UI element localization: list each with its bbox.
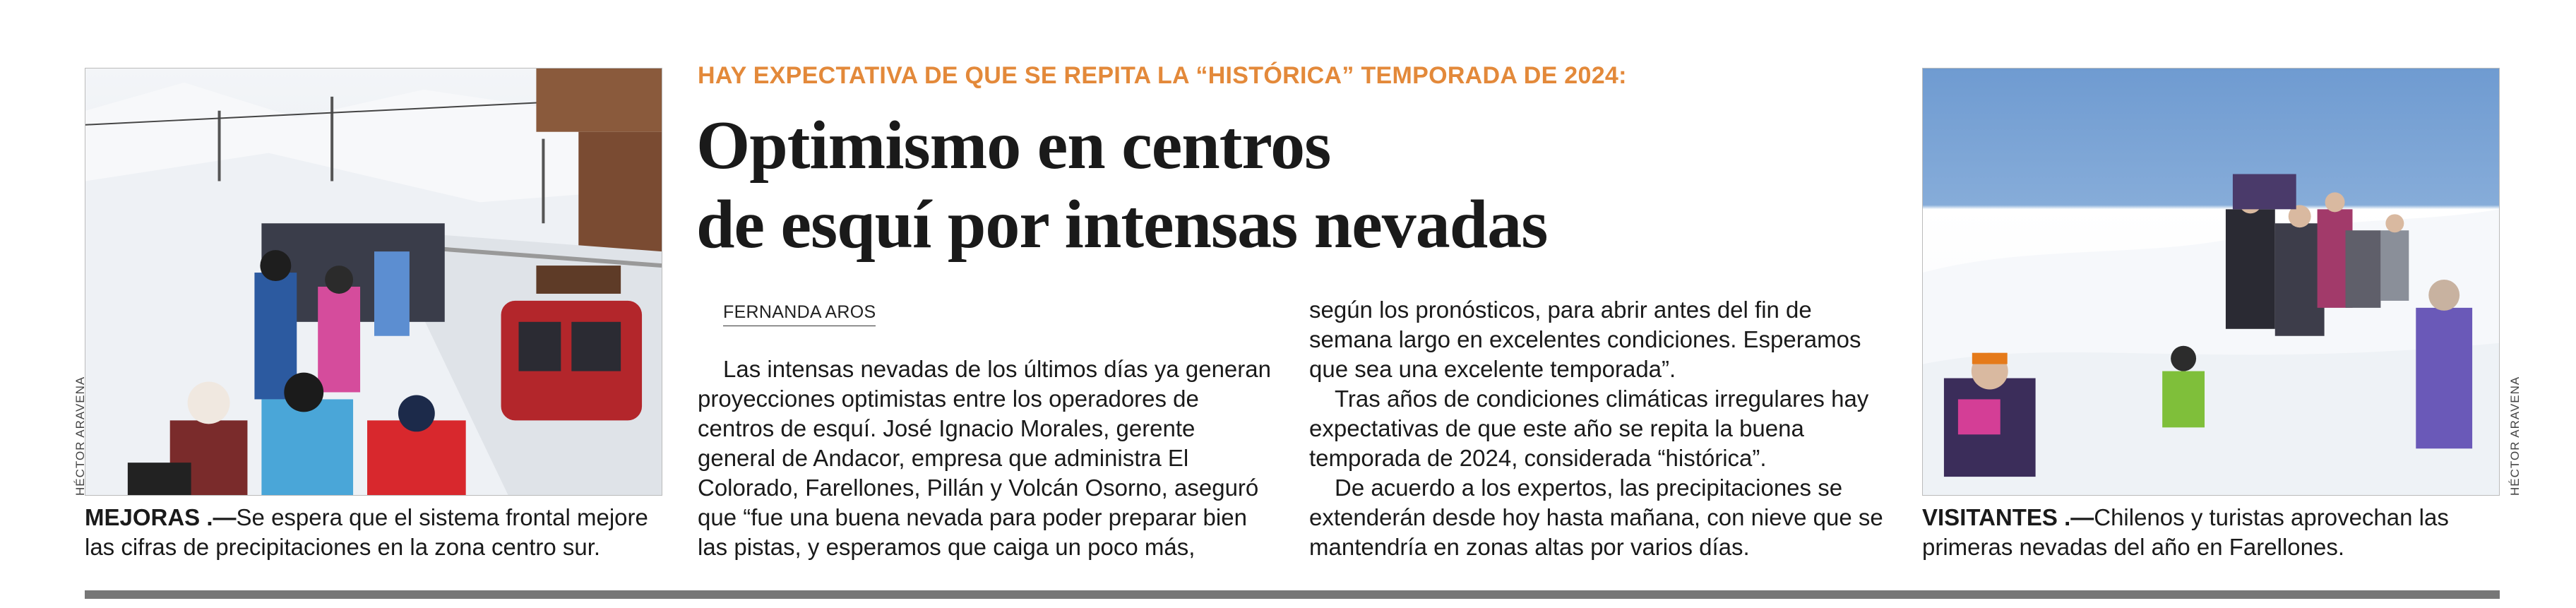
body-paragraph-3: Tras años de condiciones climáticas irregulares hay expectativas de que este año se repita la buena temporada de 2024, considerada “histórica”. — [1309, 386, 1869, 471]
photo-snow-visitors — [1922, 68, 2500, 496]
headline-line-1: Optimismo en centros — [696, 107, 1331, 184]
article-column-2 — [1309, 295, 1888, 562]
headline-line-2: de esquí por intensas nevadas — [696, 186, 1548, 263]
caption-label-right: VISITANTES .— — [1922, 504, 2094, 530]
photo-snow-visitors-illustration — [1923, 68, 2499, 495]
photo-ski-crowd-illustration — [85, 68, 662, 495]
article-byline: FERNANDA AROS — [723, 302, 876, 326]
caption-text-right: Chilenos y turistas aprovechan las primeras nevadas del año en Farellones. — [1922, 504, 2449, 560]
body-paragraph-2: según los pronósticos, para abrir antes del fin de semana largo en excelentes condiciones. Esperamos que sea una excelente temporada”. — [1309, 297, 1861, 382]
photo-caption-right — [1922, 503, 2508, 562]
article-headline — [696, 106, 1685, 264]
caption-text-left: Se espera que el sistema frontal mejore las cifras de precipitaciones en la zona centro sur. — [85, 504, 648, 560]
article-column-1 — [698, 354, 1277, 562]
caption-label-left: MEJORAS .— — [85, 504, 237, 530]
photo-ski-crowd — [85, 68, 662, 496]
body-paragraph-4: De acuerdo a los expertos, las precipitaciones se extenderán desde hoy hasta mañana, con nieve que se mantendría en zonas altas por varios días. — [1309, 475, 1883, 560]
photo-caption-left — [85, 503, 664, 562]
body-paragraph-1: Las intensas nevadas de los últimos días ya generan proyecciones optimistas entre los operadores de centros de esquí. José Ignacio Morales, gerente general de Andacor, empresa que administra El Colorado, Farellones, Pillán y Volcán Osorno, aseguró que “fue una buena nevada para poder preparar bien las pistas, y esperamos que caiga un poco más, — [698, 356, 1271, 560]
article-kicker: HAY EXPECTATIVA DE QUE SE REPITA LA “HISTÓRICA” TEMPORADA DE 2024: — [698, 62, 1627, 89]
photo-credit-left: HÉCTOR ARAVENA — [73, 376, 87, 496]
photo-credit-right: HÉCTOR ARAVENA — [2508, 376, 2522, 496]
bottom-rule-divider — [85, 590, 2500, 599]
